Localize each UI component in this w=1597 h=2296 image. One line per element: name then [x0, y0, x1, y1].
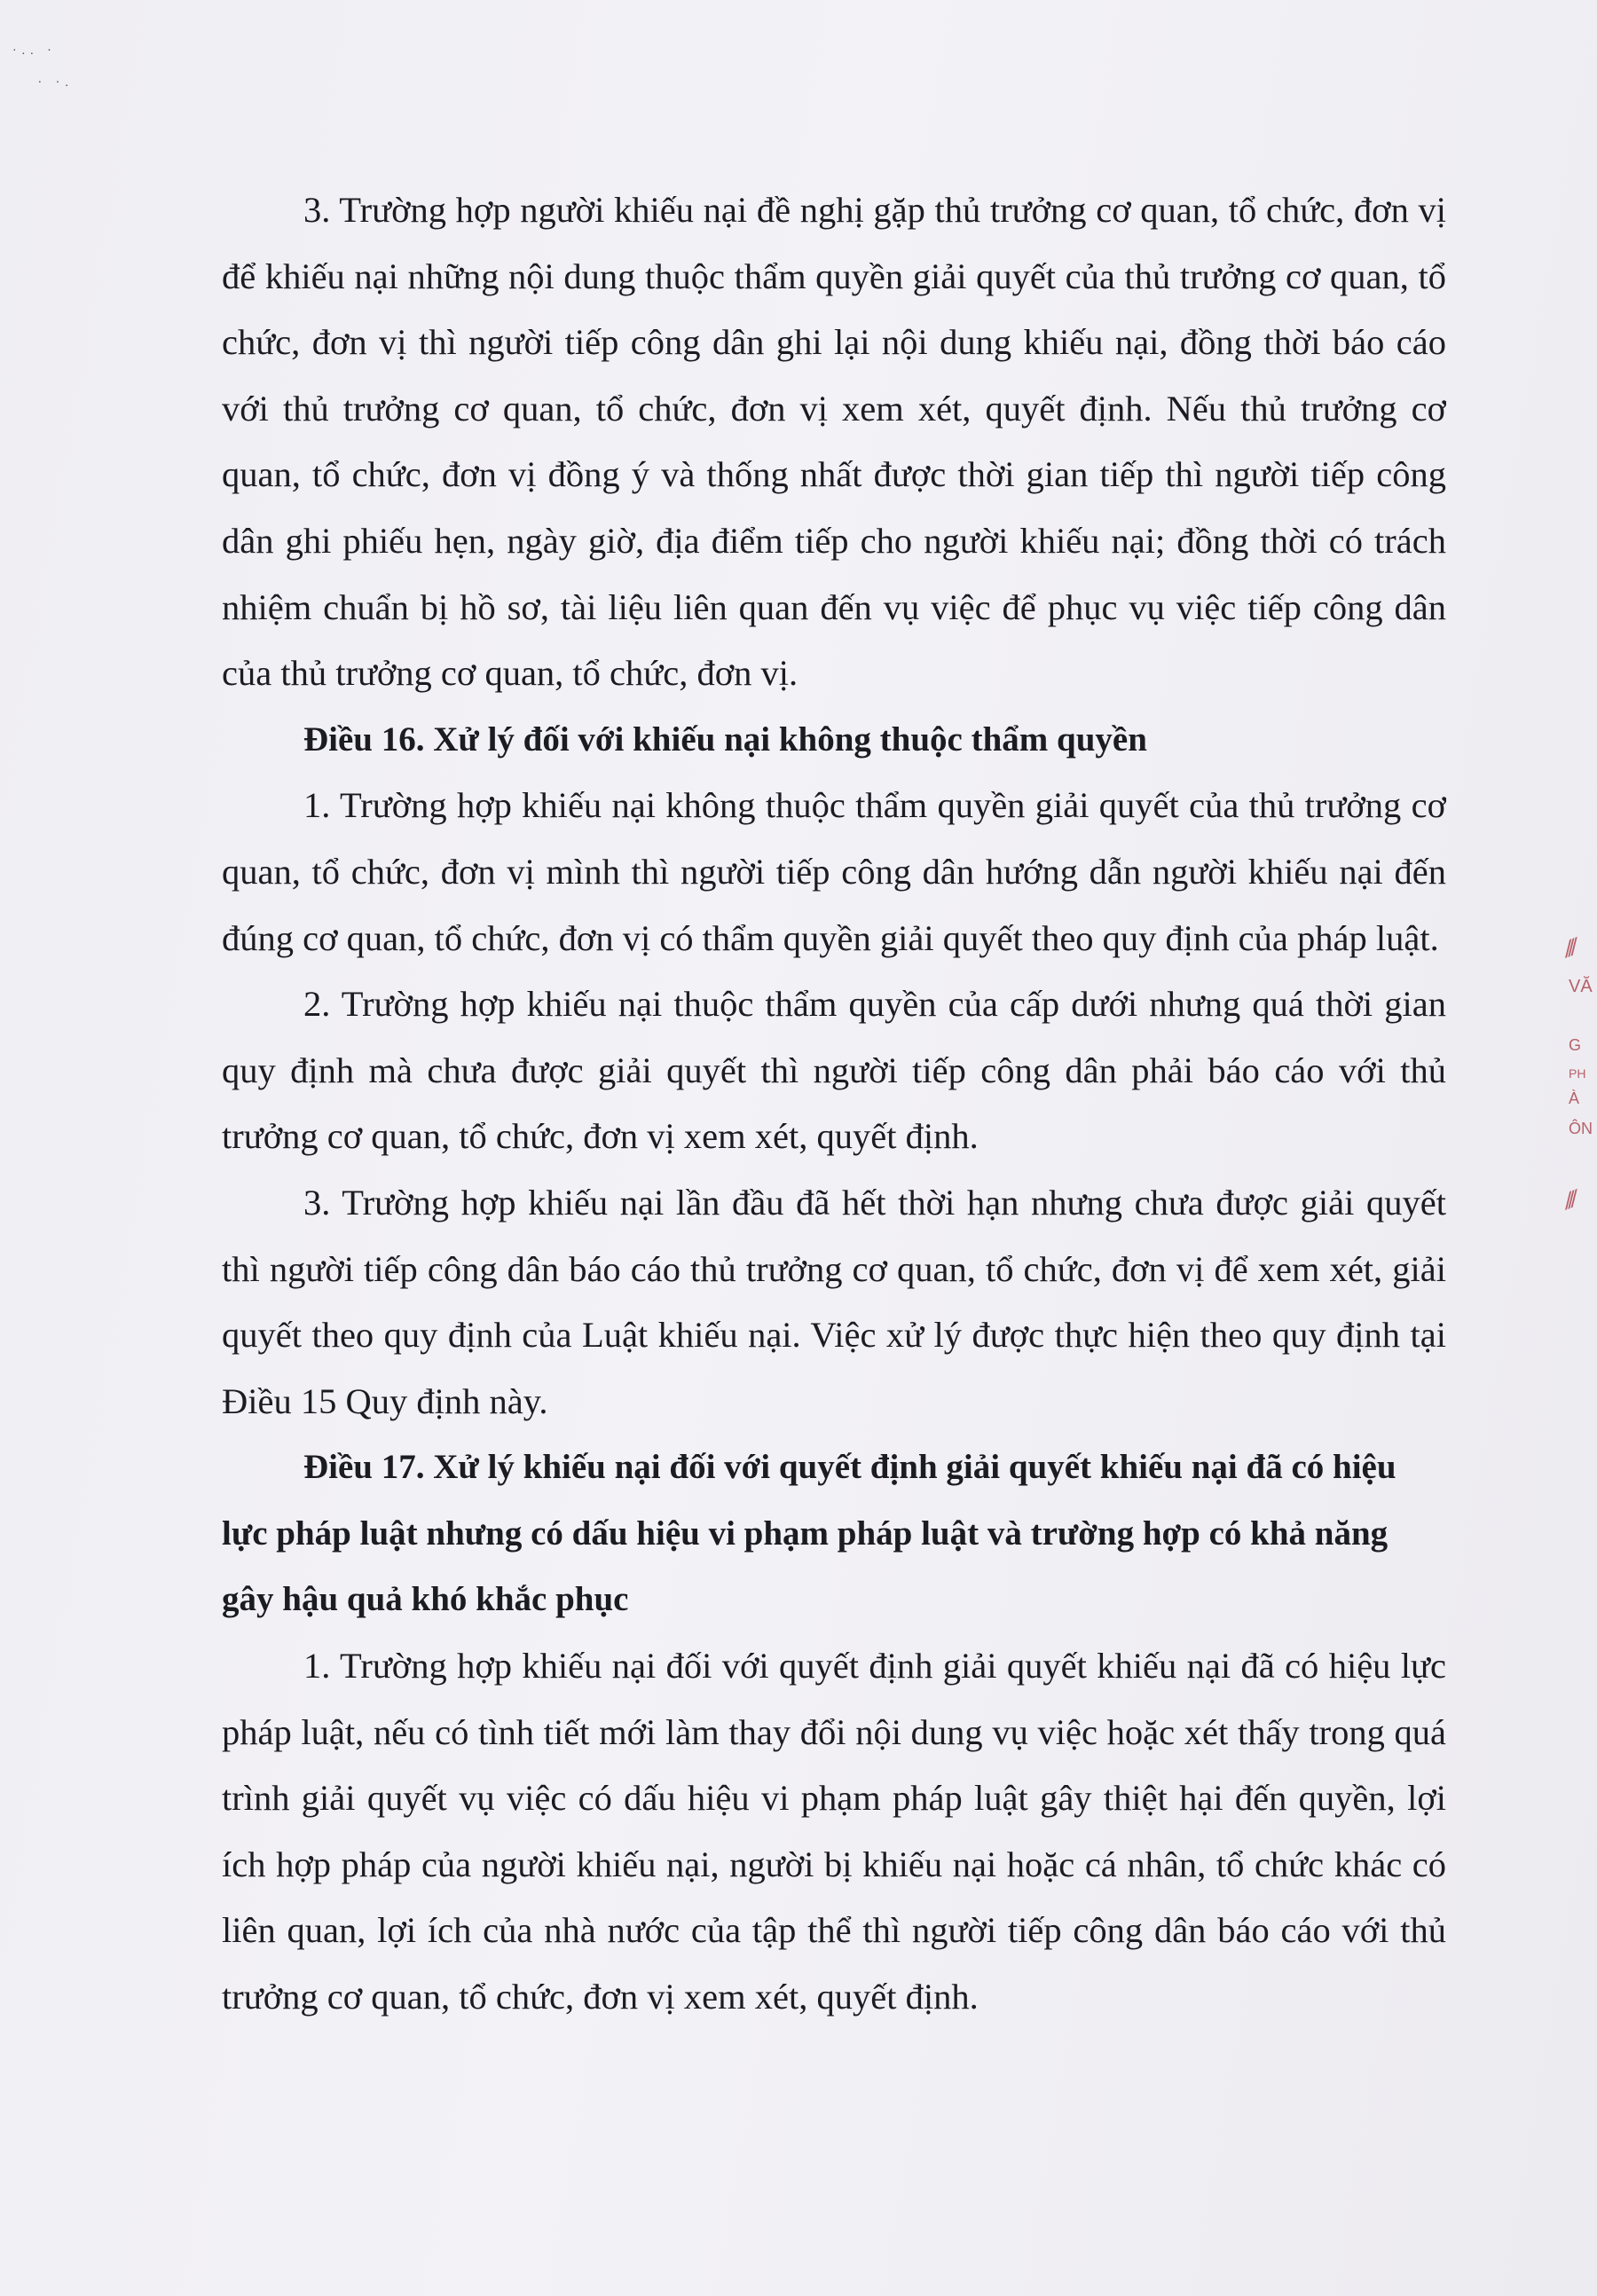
stamp-border-marks-top: ///	[1565, 933, 1574, 963]
article-16-clause-1: 1. Trường hợp khiếu nại không thuộc thẩm quyền giải quyết của thủ trưởng cơ quan, tổ chức, đơn vị mình thì người tiếp công dân hướng dẫn người khiếu nại đến đúng cơ quan, tổ chức, đơn vị có thẩm quyền giải quyết theo quy định của pháp luật.	[222, 785, 1446, 958]
seal-stamp-fragment	[1563, 923, 1597, 1224]
article-16-heading: Điều 16. Xử lý đối với khiếu nại không thuộc thẩm quyền	[303, 719, 1147, 759]
document-body	[222, 177, 1446, 2129]
scan-specks: ·.. · · ·.	[12, 44, 74, 90]
article-16-clause-2: 2. Trường hợp khiếu nại thuộc thẩm quyền của cấp dưới nhưng quá thời gian quy định mà chưa được giải quyết thì người tiếp công dân phải báo cáo với thủ trưởng cơ quan, tổ chức, đơn vị xem xét, quyết định.	[222, 984, 1446, 1157]
stamp-letter: À	[1569, 1089, 1580, 1107]
stamp-letter: VĂ	[1569, 977, 1593, 996]
article-16-clause-3: 3. Trường hợp khiếu nại lần đầu đã hết thời hạn nhưng chưa được giải quyết thì người tiếp công dân báo cáo thủ trưởng cơ quan, tổ chức, đơn vị để xem xét, giải quyết theo quy định của Luật khiếu nại. Việc xử lý được thực hiện theo quy định tại Điều 15 Quy định này.	[222, 1182, 1446, 1421]
stamp-border-marks-bottom: ///	[1565, 1185, 1574, 1215]
stamp-letter: PH	[1569, 1066, 1586, 1081]
stamp-letter: G	[1569, 1036, 1582, 1054]
stamp-letter: ÔN	[1569, 1120, 1593, 1137]
article-17-heading: Điều 17. Xử lý khiếu nại đối với quyết định giải quyết khiếu nại đã có hiệu lực pháp luật nhưng có dấu hiệu vi phạm pháp luật và trường hợp có khả năng gây hậu quả khó khắc phục	[222, 1448, 1396, 1619]
article-17-clause-1: 1. Trường hợp khiếu nại đối với quyết định giải quyết khiếu nại đã có hiệu lực pháp luật, nếu có tình tiết mới làm thay đổi nội dung vụ việc hoặc xét thấy trong quá trình giải quyết vụ việc có dấu hiệu vi phạm pháp luật gây thiệt hại đến quyền, lợi ích hợp pháp của người khiếu nại, người bị khiếu nại hoặc cá nhân, tổ chức khác có liên quan, lợi ích của nhà nước của tập thể thì người tiếp công dân báo cáo với thủ trưởng cơ quan, tổ chức, đơn vị xem xét, quyết định.	[222, 1646, 1446, 2017]
paragraph-3-meeting-head: 3. Trường hợp người khiếu nại đề nghị gặp thủ trưởng cơ quan, tổ chức, đơn vị để khiếu nại những nội dung thuộc thẩm quyền giải quyết của thủ trưởng cơ quan, tổ chức, đơn vị thì người tiếp công dân ghi lại nội dung khiếu nại, đồng thời báo cáo với thủ trưởng cơ quan, tổ chức, đơn vị xem xét, quyết định. Nếu thủ trưởng cơ quan, tổ chức, đơn vị đồng ý và thống nhất được thời gian tiếp thì người tiếp công dân ghi phiếu hẹn, ngày giờ, địa điểm tiếp cho người khiếu nại; đồng thời có trách nhiệm chuẩn bị hồ sơ, tài liệu liên quan đến vụ việc để phục vụ việc tiếp công dân của thủ trưởng cơ quan, tổ chức, đơn vị.	[222, 190, 1446, 694]
